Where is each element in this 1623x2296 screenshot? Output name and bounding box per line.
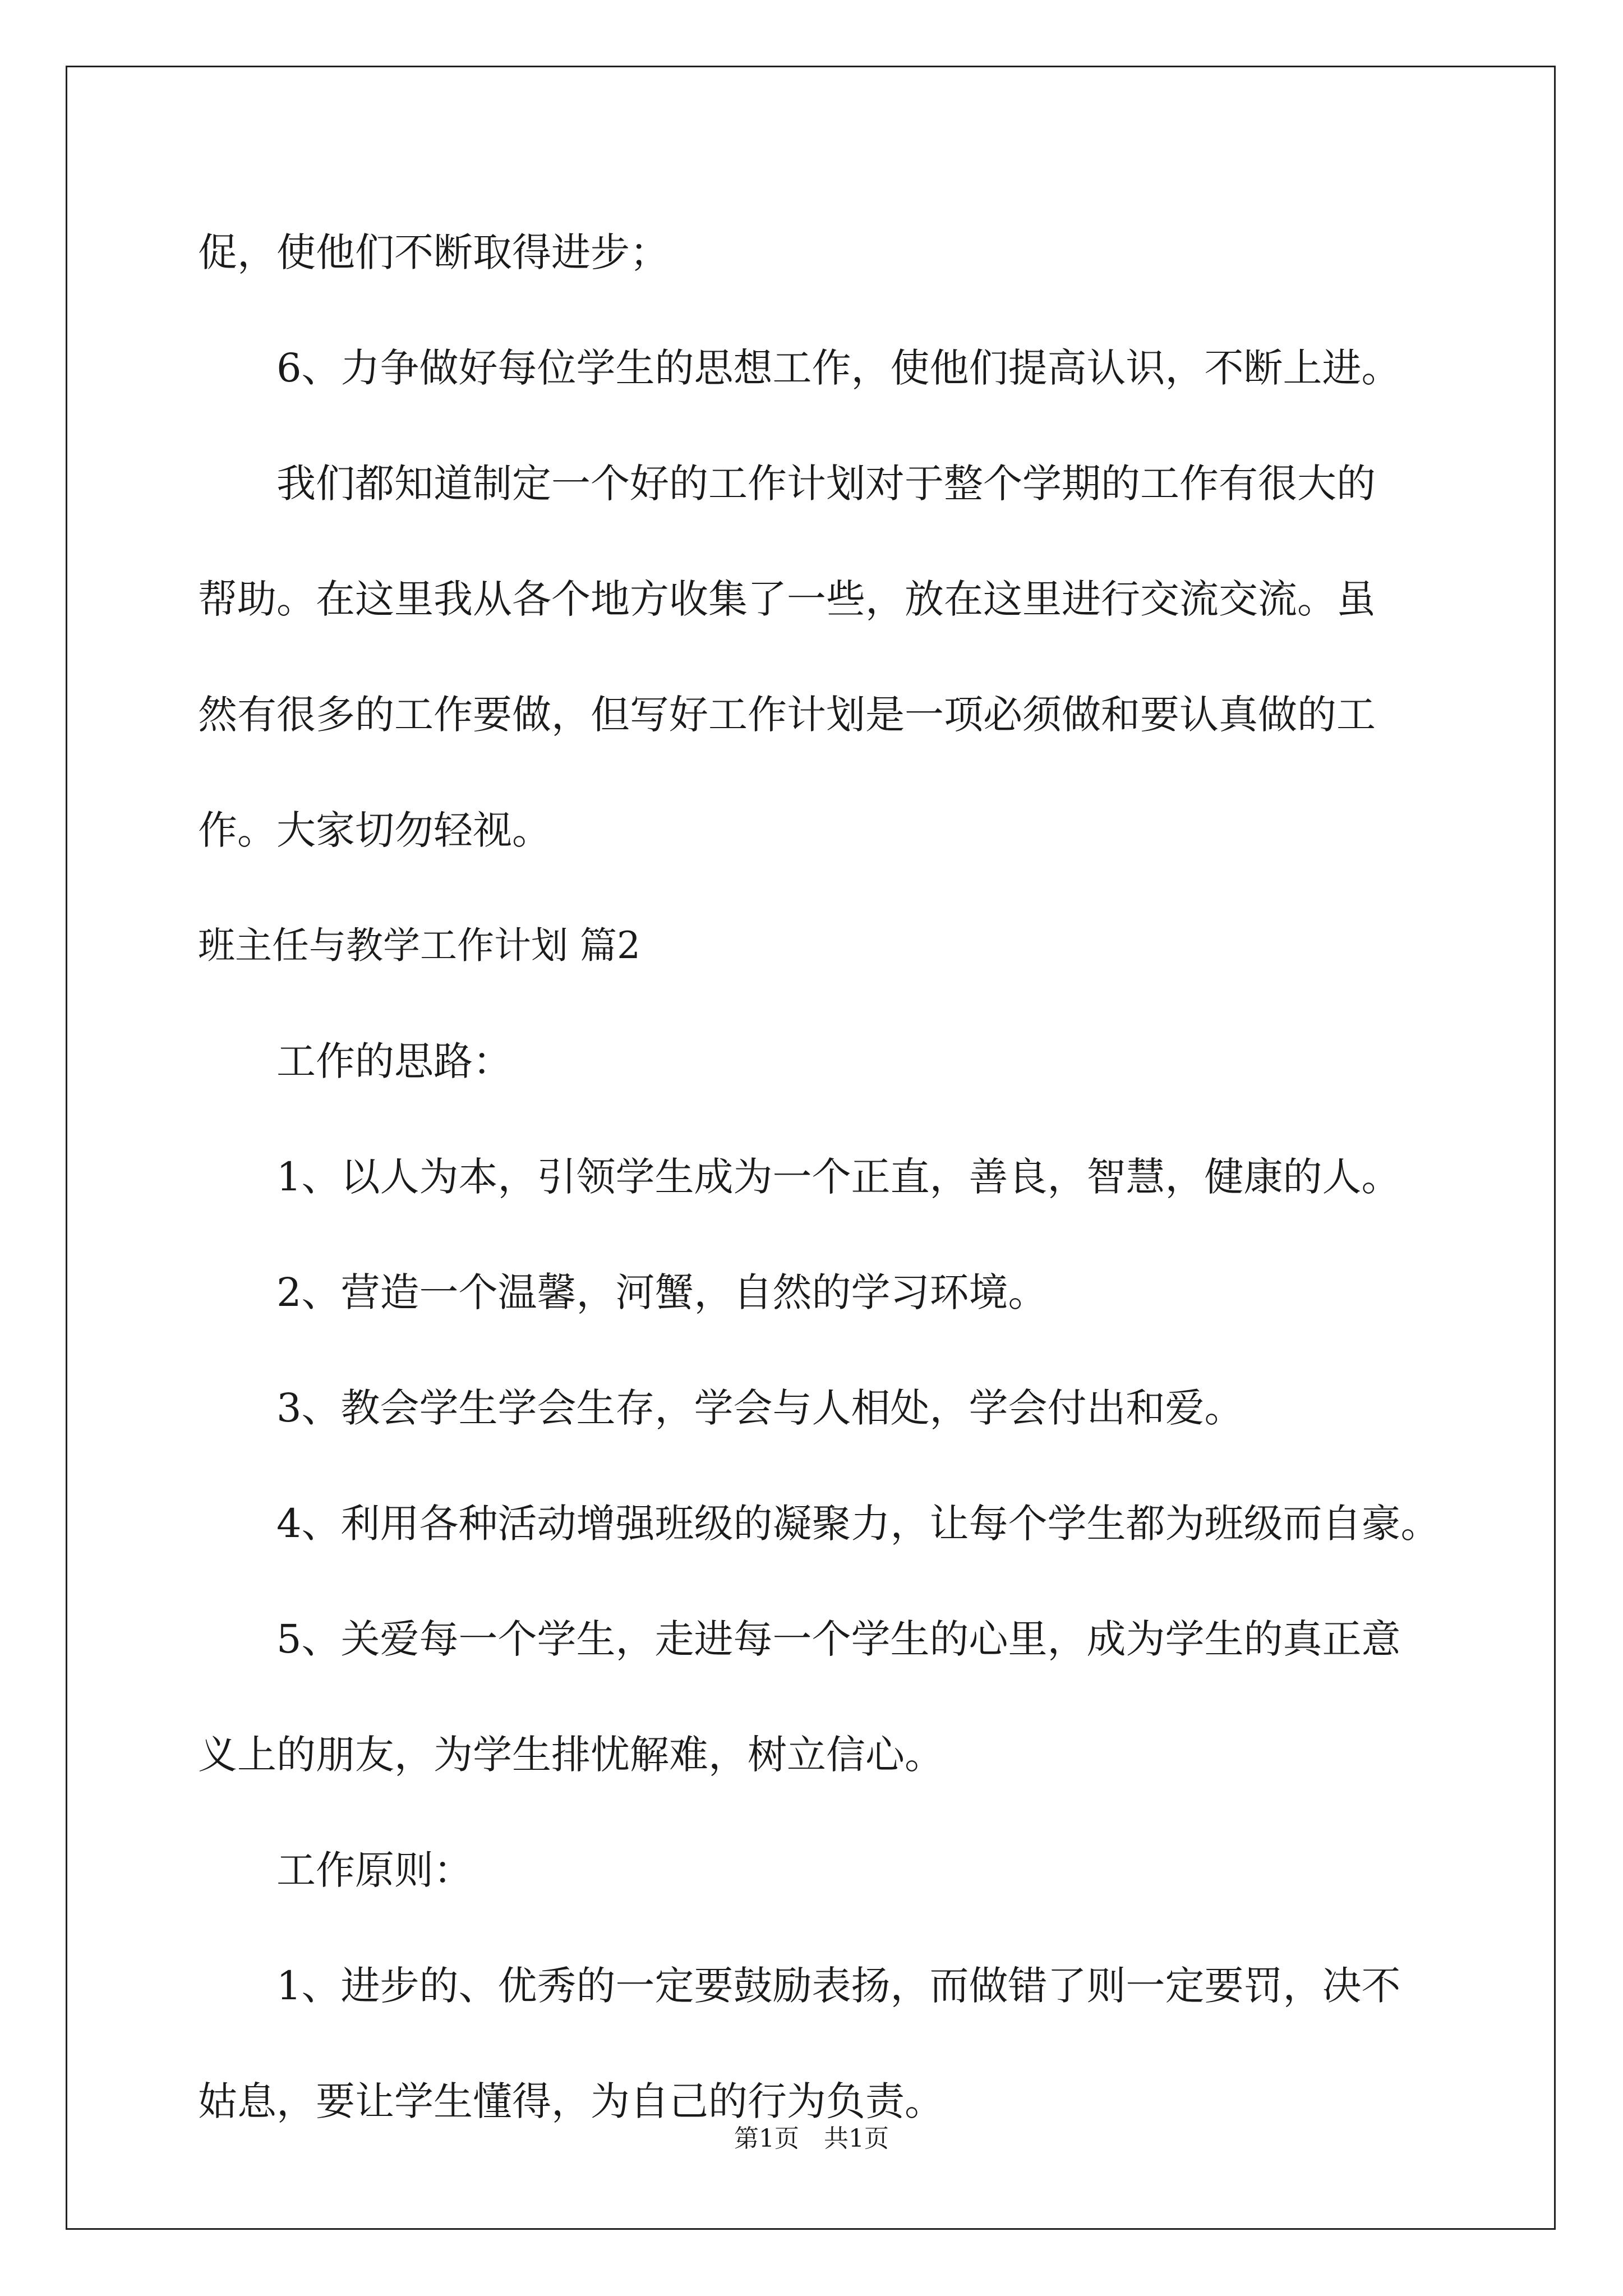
paragraph-line: 5、关爱每一个学生，走进每一个学生的心里，成为学生的真正意 — [276, 1616, 1401, 1662]
page-footer: 第1页 共1页 — [734, 2124, 889, 2153]
paragraph-line: 工作原则： — [276, 1847, 473, 1893]
section-heading: 班主任与教学工作计划 篇2 — [198, 924, 640, 967]
paragraph-line: 3、教会学生学会生存，学会与人相处，学会付出和爱。 — [276, 1385, 1244, 1431]
paragraph-line: 帮助。在这里我从各个地方收集了一些，放在这里进行交流交流。虽 — [198, 576, 1376, 622]
paragraph-line: 工作的思路： — [276, 1038, 512, 1084]
paragraph-line: 促，使他们不断取得进步； — [198, 229, 669, 275]
paragraph-line: 6、力争做好每位学生的思想工作，使他们提高认识，不断上进。 — [276, 345, 1401, 391]
paragraph-line: 1、进步的、优秀的一定要鼓励表扬，而做错了则一定要罚，决不 — [276, 1963, 1401, 2009]
paragraph-line: 姑息，要让学生懂得，为自己的行为负责。 — [198, 2078, 944, 2124]
paragraph-line: 义上的朋友，为学生排忧解难，树立信心。 — [198, 1732, 944, 1778]
paragraph-line: 4、利用各种活动增强班级的凝聚力，让每个学生都为班级而自豪。 — [276, 1501, 1440, 1547]
paragraph-line: 2、营造一个温馨，河蟹，自然的学习环境。 — [276, 1269, 1048, 1315]
paragraph-line: 1、以人为本，引领学生成为一个正直，善良，智慧，健康的人。 — [276, 1154, 1401, 1200]
paragraph-line: 作。大家切勿轻视。 — [198, 807, 551, 853]
paragraph-line: 然有很多的工作要做，但写好工作计划是一项必须做和要认真做的工 — [198, 692, 1376, 738]
paragraph-line: 我们都知道制定一个好的工作计划对于整个学期的工作有很大的 — [276, 461, 1376, 507]
